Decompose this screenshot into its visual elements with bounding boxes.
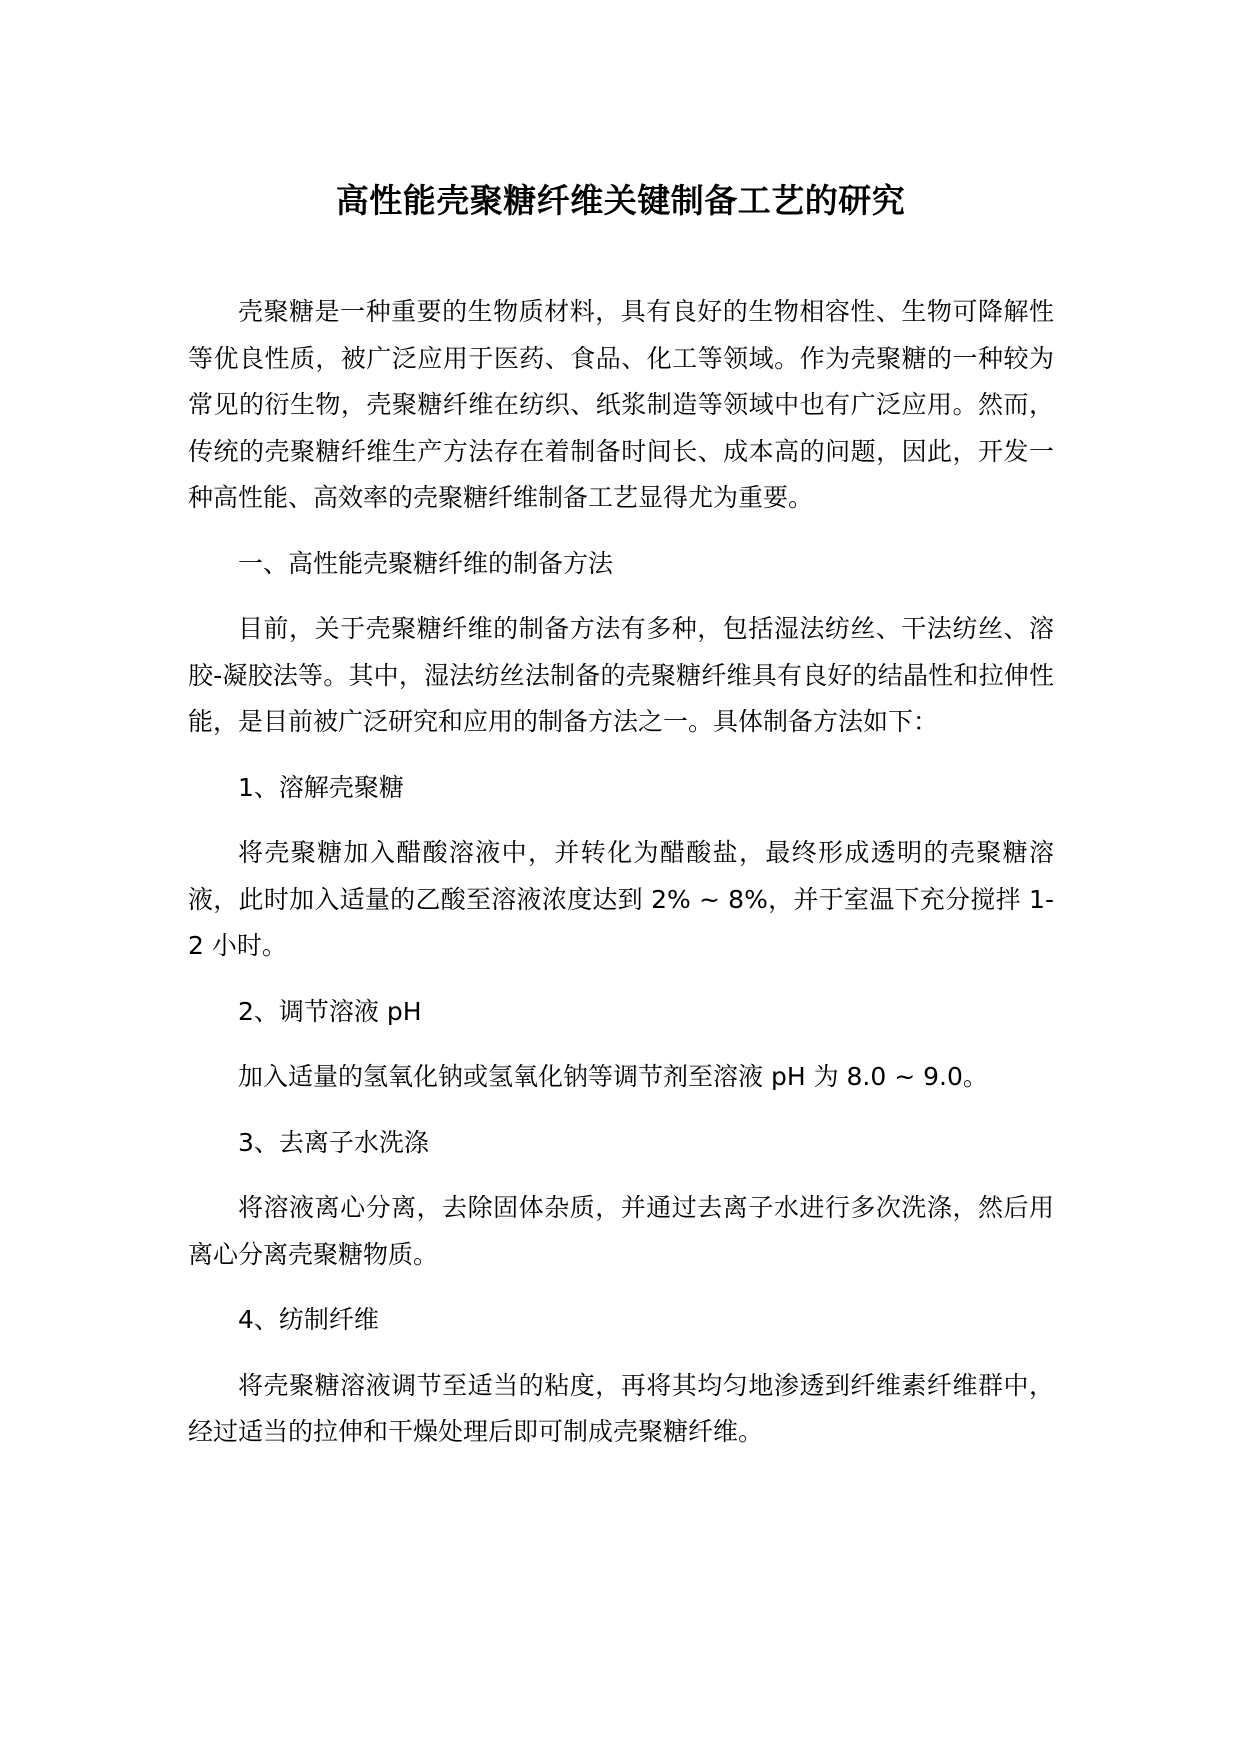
step-heading-2: 2、调节溶液 pH (238, 996, 422, 1026)
step-paragraph-3: 将溶液离心分离，去除固体杂质，并通过去离子水进行多次洗涤，然后用离心分离壳聚糖物质。 (188, 1193, 1054, 1269)
document-body (188, 289, 1054, 1456)
step-heading-1: 1、溶解壳聚糖 (238, 772, 404, 802)
section-heading-methods: 一、高性能壳聚糖纤维的制备方法 (238, 548, 614, 578)
document-title: 高性能壳聚糖纤维关键制备工艺的研究 (335, 181, 906, 220)
step-paragraph-2: 加入适量的氢氧化钠或氢氧化钠等调节剂至溶液 pH 为 8.0 ~ 9.0。 (238, 1062, 988, 1091)
step-paragraph-4: 将壳聚糖溶液调节至适当的粘度，再将其均匀地渗透到纤维素纤维群中，经过适当的拉伸和干燥处理后即可制成壳聚糖纤维。 (188, 1370, 1054, 1446)
intro-paragraph: 壳聚糖是一种重要的生物质材料，具有良好的生物相容性、生物可降解性等优良性质，被广泛应用于医药、食品、化工等领域。作为壳聚糖的一种较为常见的衍生物，壳聚糖纤维在纺织、纸浆制造等领域中也有广泛应用。然而，传统的壳聚糖纤维生产方法存在着制备时间长、成本高的问题，因此，开发一种高性能、高效率的壳聚糖纤维制备工艺显得尤为重要。 (188, 297, 1054, 512)
step-heading-3: 3、去离子水洗涤 (238, 1127, 429, 1157)
step-heading-4: 4、纺制纤维 (238, 1305, 379, 1334)
step-paragraph-1: 将壳聚糖加入醋酸溶液中，并转化为醋酸盐，最终形成透明的壳聚糖溶液，此时加入适量的乙酸至溶液浓度达到 2% ~ 8%，并于室温下充分搅拌 1-2 小时。 (188, 838, 1054, 960)
methods-paragraph: 目前，关于壳聚糖纤维的制备方法有多种，包括湿法纺丝、干法纺丝、溶胶-凝胶法等。其中，湿法纺丝法制备的壳聚糖纤维具有良好的结晶性和拉伸性能，是目前被广泛研究和应用的制备方法之一。具体制备方法如下： (188, 614, 1054, 736)
